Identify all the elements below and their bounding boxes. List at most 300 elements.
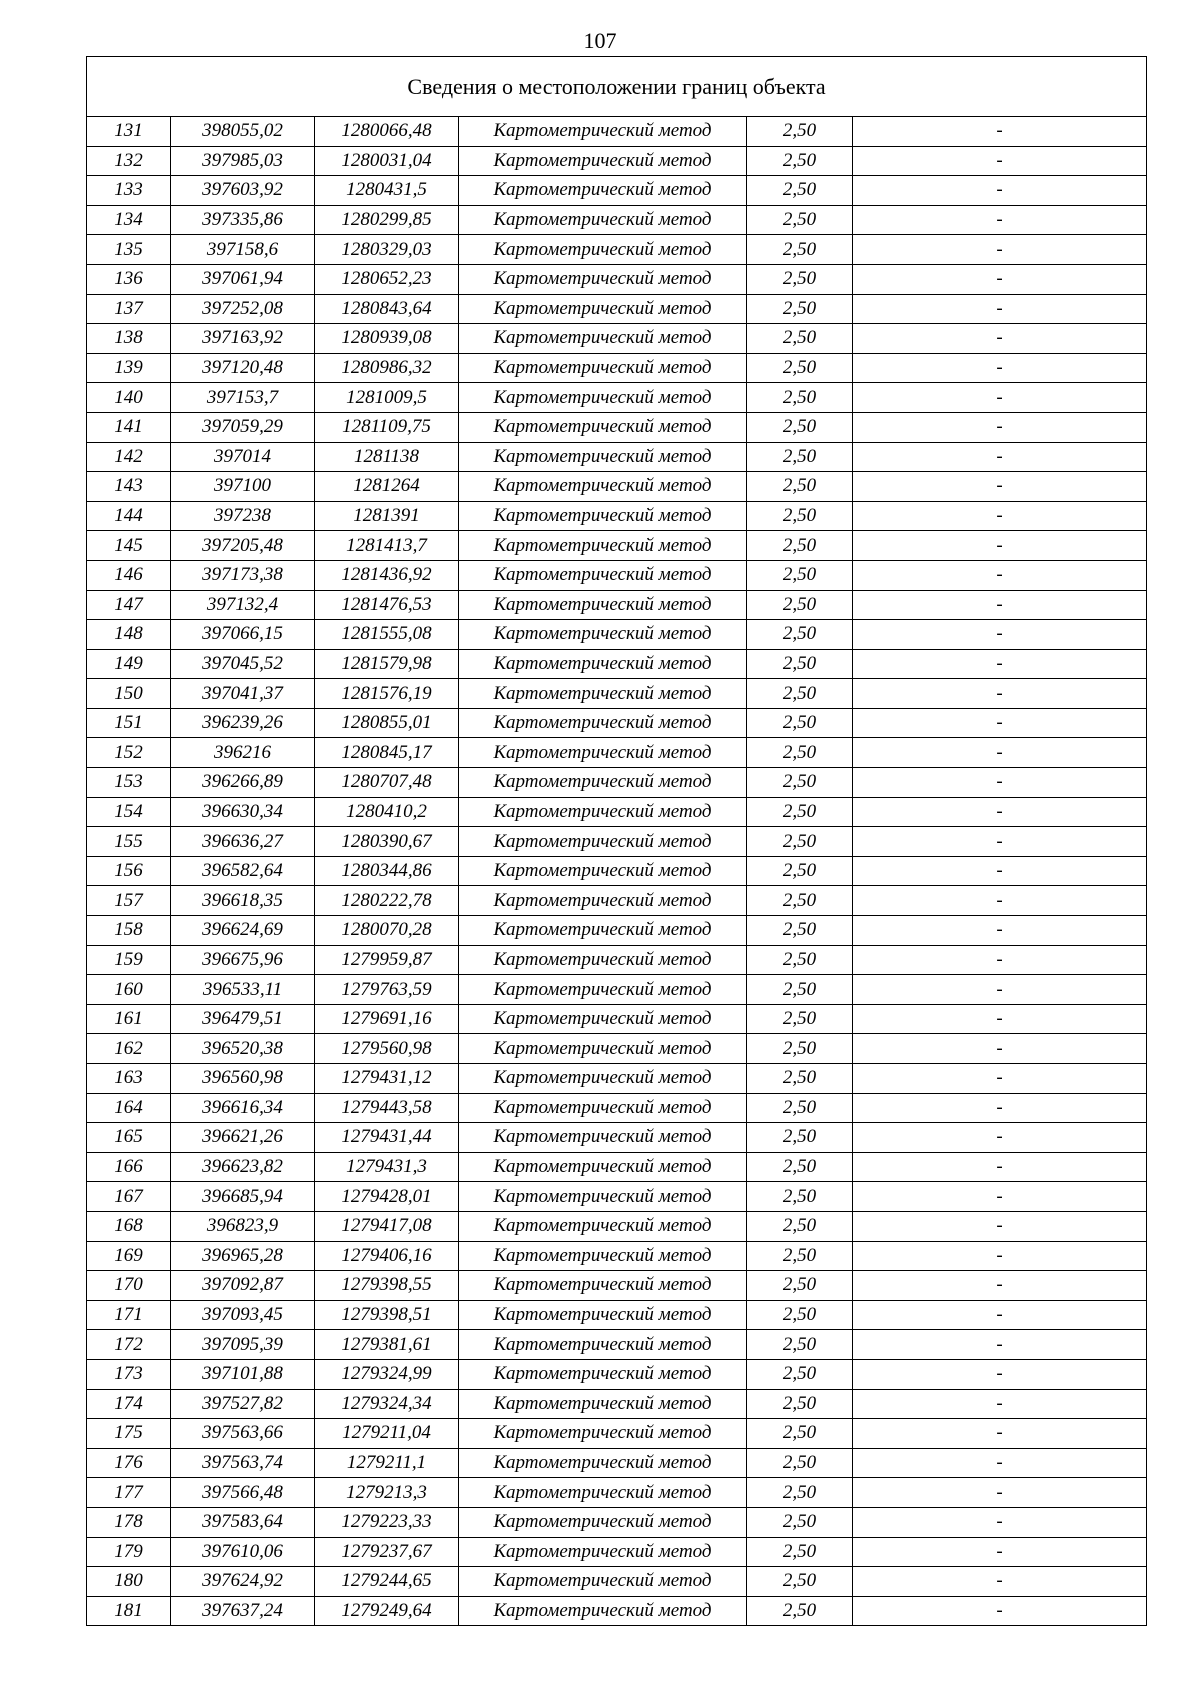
method-cell: Картометрический метод — [459, 1389, 747, 1419]
accuracy-cell: 2,50 — [747, 1389, 853, 1419]
point-number-cell: 158 — [87, 916, 171, 946]
y-coordinate-cell: 1279691,16 — [315, 1004, 459, 1034]
accuracy-cell: 2,50 — [747, 916, 853, 946]
point-number-cell: 150 — [87, 679, 171, 709]
table-row — [87, 1241, 1147, 1271]
table-row — [87, 886, 1147, 916]
description-cell: - — [853, 1004, 1147, 1034]
x-coordinate-cell: 397637,24 — [171, 1596, 315, 1626]
accuracy-cell: 2,50 — [747, 1064, 853, 1094]
method-cell: Картометрический метод — [459, 146, 747, 176]
table-row — [87, 1359, 1147, 1389]
table-caption: Сведения о местоположении границ объекта — [87, 57, 1147, 117]
table-row — [87, 294, 1147, 324]
point-number-cell: 159 — [87, 945, 171, 975]
description-cell: - — [853, 1537, 1147, 1567]
x-coordinate-cell: 396533,11 — [171, 975, 315, 1005]
point-number-cell: 147 — [87, 590, 171, 620]
y-coordinate-cell: 1279223,33 — [315, 1507, 459, 1537]
description-cell: - — [853, 176, 1147, 206]
accuracy-cell: 2,50 — [747, 117, 853, 147]
table-row — [87, 1004, 1147, 1034]
description-cell: - — [853, 827, 1147, 857]
accuracy-cell: 2,50 — [747, 176, 853, 206]
description-cell: - — [853, 1300, 1147, 1330]
description-cell: - — [853, 886, 1147, 916]
x-coordinate-cell: 397153,7 — [171, 383, 315, 413]
y-coordinate-cell: 1280986,32 — [315, 353, 459, 383]
table-row — [87, 1271, 1147, 1301]
accuracy-cell: 2,50 — [747, 294, 853, 324]
table-row — [87, 1093, 1147, 1123]
method-cell: Картометрический метод — [459, 945, 747, 975]
description-cell: - — [853, 1241, 1147, 1271]
point-number-cell: 156 — [87, 856, 171, 886]
point-number-cell: 157 — [87, 886, 171, 916]
table-row — [87, 1478, 1147, 1508]
point-number-cell: 143 — [87, 472, 171, 502]
x-coordinate-cell: 396621,26 — [171, 1123, 315, 1153]
description-cell: - — [853, 916, 1147, 946]
x-coordinate-cell: 397563,74 — [171, 1448, 315, 1478]
description-cell: - — [853, 1182, 1147, 1212]
point-number-cell: 180 — [87, 1567, 171, 1597]
accuracy-cell: 2,50 — [747, 264, 853, 294]
table-row — [87, 1123, 1147, 1153]
table-row — [87, 945, 1147, 975]
point-number-cell: 177 — [87, 1478, 171, 1508]
method-cell: Картометрический метод — [459, 501, 747, 531]
x-coordinate-cell: 396685,94 — [171, 1182, 315, 1212]
accuracy-cell: 2,50 — [747, 353, 853, 383]
description-cell: - — [853, 235, 1147, 265]
y-coordinate-cell: 1279431,3 — [315, 1152, 459, 1182]
accuracy-cell: 2,50 — [747, 501, 853, 531]
description-cell: - — [853, 1507, 1147, 1537]
y-coordinate-cell: 1280845,17 — [315, 738, 459, 768]
method-cell: Картометрический метод — [459, 797, 747, 827]
method-cell: Картометрический метод — [459, 708, 747, 738]
x-coordinate-cell: 397158,6 — [171, 235, 315, 265]
accuracy-cell: 2,50 — [747, 1567, 853, 1597]
accuracy-cell: 2,50 — [747, 146, 853, 176]
description-cell: - — [853, 945, 1147, 975]
x-coordinate-cell: 397335,86 — [171, 205, 315, 235]
y-coordinate-cell: 1280066,48 — [315, 117, 459, 147]
x-coordinate-cell: 397059,29 — [171, 412, 315, 442]
table-row — [87, 264, 1147, 294]
point-number-cell: 176 — [87, 1448, 171, 1478]
point-number-cell: 173 — [87, 1359, 171, 1389]
y-coordinate-cell: 1280843,64 — [315, 294, 459, 324]
accuracy-cell: 2,50 — [747, 1271, 853, 1301]
description-cell: - — [853, 501, 1147, 531]
description-cell: - — [853, 117, 1147, 147]
x-coordinate-cell: 396623,82 — [171, 1152, 315, 1182]
x-coordinate-cell: 397563,66 — [171, 1419, 315, 1449]
y-coordinate-cell: 1281579,98 — [315, 649, 459, 679]
accuracy-cell: 2,50 — [747, 531, 853, 561]
table-row — [87, 412, 1147, 442]
table-row — [87, 1330, 1147, 1360]
method-cell: Картометрический метод — [459, 856, 747, 886]
point-number-cell: 170 — [87, 1271, 171, 1301]
x-coordinate-cell: 397252,08 — [171, 294, 315, 324]
method-cell: Картометрический метод — [459, 560, 747, 590]
table-row — [87, 620, 1147, 650]
accuracy-cell: 2,50 — [747, 975, 853, 1005]
x-coordinate-cell: 396216 — [171, 738, 315, 768]
accuracy-cell: 2,50 — [747, 412, 853, 442]
method-cell: Картометрический метод — [459, 1271, 747, 1301]
description-cell: - — [853, 620, 1147, 650]
x-coordinate-cell: 398055,02 — [171, 117, 315, 147]
y-coordinate-cell: 1281109,75 — [315, 412, 459, 442]
y-coordinate-cell: 1280070,28 — [315, 916, 459, 946]
method-cell: Картометрический метод — [459, 679, 747, 709]
description-cell: - — [853, 649, 1147, 679]
point-number-cell: 144 — [87, 501, 171, 531]
point-number-cell: 179 — [87, 1537, 171, 1567]
x-coordinate-cell: 397583,64 — [171, 1507, 315, 1537]
x-coordinate-cell: 397132,4 — [171, 590, 315, 620]
y-coordinate-cell: 1280939,08 — [315, 324, 459, 354]
accuracy-cell: 2,50 — [747, 856, 853, 886]
x-coordinate-cell: 397603,92 — [171, 176, 315, 206]
accuracy-cell: 2,50 — [747, 738, 853, 768]
y-coordinate-cell: 1279431,44 — [315, 1123, 459, 1153]
table-row — [87, 975, 1147, 1005]
description-cell: - — [853, 442, 1147, 472]
y-coordinate-cell: 1281009,5 — [315, 383, 459, 413]
point-number-cell: 151 — [87, 708, 171, 738]
method-cell: Картометрический метод — [459, 827, 747, 857]
table-row — [87, 738, 1147, 768]
accuracy-cell: 2,50 — [747, 620, 853, 650]
description-cell: - — [853, 1478, 1147, 1508]
accuracy-cell: 2,50 — [747, 1093, 853, 1123]
table-row — [87, 1034, 1147, 1064]
description-cell: - — [853, 412, 1147, 442]
point-number-cell: 134 — [87, 205, 171, 235]
table-row — [87, 442, 1147, 472]
point-number-cell: 181 — [87, 1596, 171, 1626]
description-cell: - — [853, 383, 1147, 413]
accuracy-cell: 2,50 — [747, 1300, 853, 1330]
accuracy-cell: 2,50 — [747, 1004, 853, 1034]
accuracy-cell: 2,50 — [747, 797, 853, 827]
x-coordinate-cell: 396560,98 — [171, 1064, 315, 1094]
x-coordinate-cell: 396823,9 — [171, 1211, 315, 1241]
table-row — [87, 856, 1147, 886]
description-cell: - — [853, 679, 1147, 709]
x-coordinate-cell: 397101,88 — [171, 1359, 315, 1389]
table-row — [87, 649, 1147, 679]
y-coordinate-cell: 1279398,55 — [315, 1271, 459, 1301]
description-cell: - — [853, 1419, 1147, 1449]
method-cell: Картометрический метод — [459, 235, 747, 265]
table-row — [87, 708, 1147, 738]
point-number-cell: 163 — [87, 1064, 171, 1094]
y-coordinate-cell: 1279431,12 — [315, 1064, 459, 1094]
method-cell: Картометрический метод — [459, 1241, 747, 1271]
x-coordinate-cell: 397985,03 — [171, 146, 315, 176]
method-cell: Картометрический метод — [459, 205, 747, 235]
x-coordinate-cell: 397120,48 — [171, 353, 315, 383]
accuracy-cell: 2,50 — [747, 649, 853, 679]
x-coordinate-cell: 397095,39 — [171, 1330, 315, 1360]
description-cell: - — [853, 294, 1147, 324]
point-number-cell: 162 — [87, 1034, 171, 1064]
table-row — [87, 235, 1147, 265]
point-number-cell: 148 — [87, 620, 171, 650]
x-coordinate-cell: 396636,27 — [171, 827, 315, 857]
x-coordinate-cell: 396582,64 — [171, 856, 315, 886]
description-cell: - — [853, 1567, 1147, 1597]
method-cell: Картометрический метод — [459, 324, 747, 354]
point-number-cell: 140 — [87, 383, 171, 413]
table-row — [87, 1419, 1147, 1449]
accuracy-cell: 2,50 — [747, 442, 853, 472]
y-coordinate-cell: 1280431,5 — [315, 176, 459, 206]
method-cell: Картометрический метод — [459, 1537, 747, 1567]
x-coordinate-cell: 396675,96 — [171, 945, 315, 975]
x-coordinate-cell: 397566,48 — [171, 1478, 315, 1508]
point-number-cell: 165 — [87, 1123, 171, 1153]
x-coordinate-cell: 396630,34 — [171, 797, 315, 827]
y-coordinate-cell: 1281555,08 — [315, 620, 459, 650]
method-cell: Картометрический метод — [459, 117, 747, 147]
accuracy-cell: 2,50 — [747, 827, 853, 857]
accuracy-cell: 2,50 — [747, 205, 853, 235]
table-row — [87, 1537, 1147, 1567]
accuracy-cell: 2,50 — [747, 1123, 853, 1153]
page-number: 107 — [583, 28, 617, 53]
table-row — [87, 1064, 1147, 1094]
x-coordinate-cell: 397238 — [171, 501, 315, 531]
table-row — [87, 146, 1147, 176]
method-cell: Картометрический метод — [459, 412, 747, 442]
x-coordinate-cell: 397092,87 — [171, 1271, 315, 1301]
x-coordinate-cell: 397061,94 — [171, 264, 315, 294]
method-cell: Картометрический метод — [459, 590, 747, 620]
table-row — [87, 797, 1147, 827]
y-coordinate-cell: 1281264 — [315, 472, 459, 502]
method-cell: Картометрический метод — [459, 768, 747, 798]
point-number-cell: 172 — [87, 1330, 171, 1360]
table-row — [87, 1182, 1147, 1212]
method-cell: Картометрический метод — [459, 1567, 747, 1597]
point-number-cell: 155 — [87, 827, 171, 857]
y-coordinate-cell: 1279324,34 — [315, 1389, 459, 1419]
table-row — [87, 590, 1147, 620]
point-number-cell: 152 — [87, 738, 171, 768]
method-cell: Картометрический метод — [459, 975, 747, 1005]
point-number-cell: 146 — [87, 560, 171, 590]
x-coordinate-cell: 397173,38 — [171, 560, 315, 590]
y-coordinate-cell: 1279324,99 — [315, 1359, 459, 1389]
y-coordinate-cell: 1279428,01 — [315, 1182, 459, 1212]
y-coordinate-cell: 1281476,53 — [315, 590, 459, 620]
point-number-cell: 138 — [87, 324, 171, 354]
y-coordinate-cell: 1279211,04 — [315, 1419, 459, 1449]
method-cell: Картометрический метод — [459, 1330, 747, 1360]
method-cell: Картометрический метод — [459, 1419, 747, 1449]
point-number-cell: 167 — [87, 1182, 171, 1212]
method-cell: Картометрический метод — [459, 1123, 747, 1153]
table-row — [87, 176, 1147, 206]
y-coordinate-cell: 1279237,67 — [315, 1537, 459, 1567]
x-coordinate-cell: 396479,51 — [171, 1004, 315, 1034]
accuracy-cell: 2,50 — [747, 324, 853, 354]
method-cell: Картометрический метод — [459, 264, 747, 294]
table-caption-row — [87, 57, 1147, 117]
y-coordinate-cell: 1279244,65 — [315, 1567, 459, 1597]
description-cell: - — [853, 1064, 1147, 1094]
method-cell: Картометрический метод — [459, 916, 747, 946]
accuracy-cell: 2,50 — [747, 1211, 853, 1241]
x-coordinate-cell: 396965,28 — [171, 1241, 315, 1271]
point-number-cell: 169 — [87, 1241, 171, 1271]
y-coordinate-cell: 1280299,85 — [315, 205, 459, 235]
method-cell: Картометрический метод — [459, 1448, 747, 1478]
table-row — [87, 768, 1147, 798]
method-cell: Картометрический метод — [459, 1182, 747, 1212]
y-coordinate-cell: 1281391 — [315, 501, 459, 531]
method-cell: Картометрический метод — [459, 472, 747, 502]
description-cell: - — [853, 324, 1147, 354]
table-row — [87, 383, 1147, 413]
description-cell: - — [853, 531, 1147, 561]
x-coordinate-cell: 396616,34 — [171, 1093, 315, 1123]
point-number-cell: 132 — [87, 146, 171, 176]
description-cell: - — [853, 708, 1147, 738]
point-number-cell: 142 — [87, 442, 171, 472]
method-cell: Картометрический метод — [459, 649, 747, 679]
y-coordinate-cell: 1279417,08 — [315, 1211, 459, 1241]
table-row — [87, 353, 1147, 383]
table-row — [87, 1596, 1147, 1626]
x-coordinate-cell: 397100 — [171, 472, 315, 502]
method-cell: Картометрический метод — [459, 1478, 747, 1508]
table-row — [87, 1389, 1147, 1419]
table-row — [87, 531, 1147, 561]
method-cell: Картометрический метод — [459, 353, 747, 383]
x-coordinate-cell: 397041,37 — [171, 679, 315, 709]
y-coordinate-cell: 1279213,3 — [315, 1478, 459, 1508]
accuracy-cell: 2,50 — [747, 679, 853, 709]
accuracy-cell: 2,50 — [747, 1359, 853, 1389]
point-number-cell: 153 — [87, 768, 171, 798]
table-row — [87, 472, 1147, 502]
table-row — [87, 324, 1147, 354]
description-cell: - — [853, 472, 1147, 502]
table-row — [87, 1448, 1147, 1478]
method-cell: Картометрический метод — [459, 1093, 747, 1123]
table-row — [87, 501, 1147, 531]
accuracy-cell: 2,50 — [747, 1448, 853, 1478]
accuracy-cell: 2,50 — [747, 590, 853, 620]
y-coordinate-cell: 1279959,87 — [315, 945, 459, 975]
method-cell: Картометрический метод — [459, 620, 747, 650]
point-number-cell: 131 — [87, 117, 171, 147]
x-coordinate-cell: 396239,26 — [171, 708, 315, 738]
method-cell: Картометрический метод — [459, 1211, 747, 1241]
y-coordinate-cell: 1279406,16 — [315, 1241, 459, 1271]
table-row — [87, 1211, 1147, 1241]
table-row — [87, 1152, 1147, 1182]
y-coordinate-cell: 1279211,1 — [315, 1448, 459, 1478]
description-cell: - — [853, 738, 1147, 768]
point-number-cell: 178 — [87, 1507, 171, 1537]
y-coordinate-cell: 1280344,86 — [315, 856, 459, 886]
point-number-cell: 136 — [87, 264, 171, 294]
accuracy-cell: 2,50 — [747, 886, 853, 916]
description-cell: - — [853, 1093, 1147, 1123]
accuracy-cell: 2,50 — [747, 383, 853, 413]
boundary-table-container — [86, 56, 1146, 1626]
accuracy-cell: 2,50 — [747, 768, 853, 798]
table-row — [87, 205, 1147, 235]
method-cell: Картометрический метод — [459, 886, 747, 916]
y-coordinate-cell: 1280855,01 — [315, 708, 459, 738]
point-number-cell: 137 — [87, 294, 171, 324]
description-cell: - — [853, 205, 1147, 235]
table-row — [87, 117, 1147, 147]
point-number-cell: 139 — [87, 353, 171, 383]
table-row — [87, 679, 1147, 709]
method-cell: Картометрический метод — [459, 1152, 747, 1182]
accuracy-cell: 2,50 — [747, 235, 853, 265]
description-cell: - — [853, 1152, 1147, 1182]
point-number-cell: 168 — [87, 1211, 171, 1241]
description-cell: - — [853, 590, 1147, 620]
x-coordinate-cell: 397624,92 — [171, 1567, 315, 1597]
method-cell: Картометрический метод — [459, 176, 747, 206]
x-coordinate-cell: 396618,35 — [171, 886, 315, 916]
description-cell: - — [853, 1596, 1147, 1626]
x-coordinate-cell: 397093,45 — [171, 1300, 315, 1330]
method-cell: Картометрический метод — [459, 1359, 747, 1389]
method-cell: Картометрический метод — [459, 1064, 747, 1094]
method-cell: Картометрический метод — [459, 1004, 747, 1034]
table-row — [87, 560, 1147, 590]
y-coordinate-cell: 1281576,19 — [315, 679, 459, 709]
point-number-cell: 141 — [87, 412, 171, 442]
table-row — [87, 827, 1147, 857]
point-number-cell: 154 — [87, 797, 171, 827]
description-cell: - — [853, 975, 1147, 1005]
point-number-cell: 160 — [87, 975, 171, 1005]
accuracy-cell: 2,50 — [747, 1034, 853, 1064]
point-number-cell: 161 — [87, 1004, 171, 1034]
point-number-cell: 171 — [87, 1300, 171, 1330]
description-cell: - — [853, 768, 1147, 798]
point-number-cell: 149 — [87, 649, 171, 679]
y-coordinate-cell: 1281138 — [315, 442, 459, 472]
method-cell: Картометрический метод — [459, 738, 747, 768]
x-coordinate-cell: 396266,89 — [171, 768, 315, 798]
table-row — [87, 1567, 1147, 1597]
x-coordinate-cell: 396624,69 — [171, 916, 315, 946]
description-cell: - — [853, 856, 1147, 886]
x-coordinate-cell: 396520,38 — [171, 1034, 315, 1064]
y-coordinate-cell: 1281436,92 — [315, 560, 459, 590]
description-cell: - — [853, 1271, 1147, 1301]
y-coordinate-cell: 1279560,98 — [315, 1034, 459, 1064]
x-coordinate-cell: 397066,15 — [171, 620, 315, 650]
y-coordinate-cell: 1280652,23 — [315, 264, 459, 294]
